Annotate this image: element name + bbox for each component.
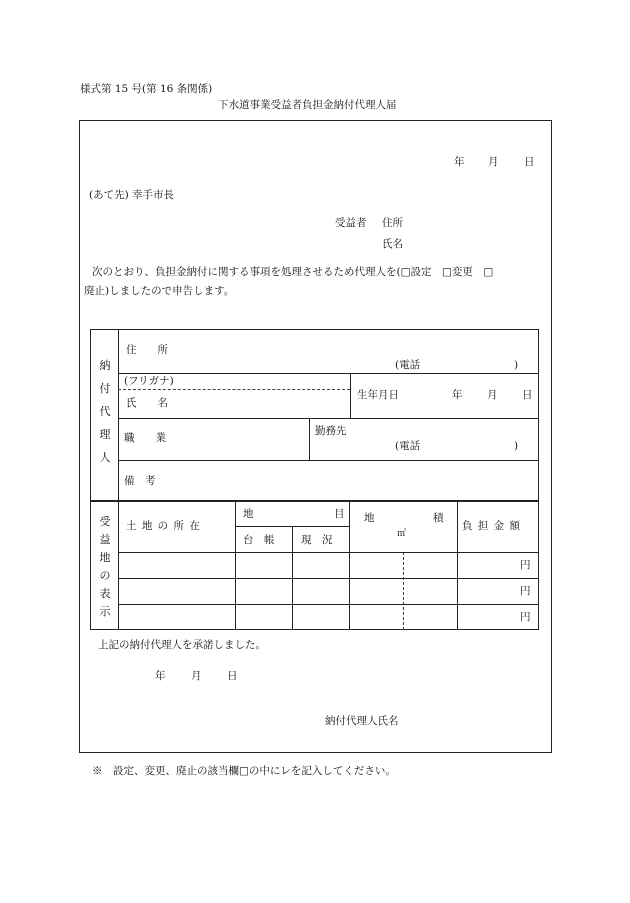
consent-day: 日 — [227, 670, 238, 682]
footnote: ※ 設定、変更、廃止の該当欄□の中にレを記入してください。 — [92, 765, 396, 777]
land-row-amount-unit: 円 — [520, 585, 531, 597]
agent-furigana-label: (フリガナ) — [124, 375, 174, 387]
agent-phone-close: ) — [514, 359, 519, 371]
applicant-name-label: 氏名 — [382, 238, 403, 250]
agent-birth-year: 年 — [452, 389, 463, 401]
land-location-header: 土 地 の 所 在 — [126, 520, 201, 532]
agent-remarks-label: 備 考 — [124, 475, 156, 487]
agent-work-phone-close: ) — [514, 440, 519, 452]
consent-year: 年 — [155, 670, 166, 682]
agent-name-signature-label: 納付代理人氏名 — [325, 715, 399, 727]
land-category-header: 地 — [243, 508, 254, 520]
declaration-line1: 次のとおり、負担金納付に関する事項を処理させるため代理人を(□設定 □変更 □ — [92, 266, 494, 278]
agent-birth-month: 月 — [487, 389, 498, 401]
date-month: 月 — [488, 156, 499, 168]
addressee: (あて先) 幸手市長 — [89, 189, 175, 201]
agent-birth-label: 生年月日 — [357, 389, 399, 401]
declaration-line2: 廃止)しましたので申告します。 — [84, 285, 235, 297]
land-category-header-end: 目 — [334, 508, 345, 520]
applicant-address-label: 住所 — [382, 217, 403, 229]
agent-phone-label: (電話 — [395, 359, 421, 371]
land-amount-header: 負 担 金 額 — [462, 520, 522, 532]
land-row-amount-unit: 円 — [520, 611, 531, 623]
date-day: 日 — [524, 156, 535, 168]
land-area-header: 地 — [364, 512, 375, 524]
agent-work-phone-label: (電話 — [395, 440, 421, 452]
land-area-header-end: 積 — [433, 512, 444, 524]
date-year: 年 — [454, 156, 465, 168]
form-title: 下水道事業受益者負担金納付代理人届 — [218, 99, 397, 111]
form-number: 様式第 15 号(第 16 条関係) — [80, 83, 213, 95]
applicant-label: 受益者 — [335, 217, 367, 229]
agent-address-label: 住 所 — [126, 344, 168, 356]
land-ledger-header: 台 帳 — [243, 534, 275, 546]
land-current-header: 現 況 — [301, 534, 333, 546]
land-section-label: 受 益 地 の 表 示 — [99, 515, 111, 618]
agent-workplace-label: 勤務先 — [315, 425, 347, 437]
agent-job-label: 職 業 — [124, 432, 166, 444]
land-row-amount-unit: 円 — [520, 559, 531, 571]
consent-text: 上記の納付代理人を承諾しました。 — [98, 639, 266, 651]
agent-birth-day: 日 — [522, 389, 533, 401]
agent-name-label: 氏 名 — [126, 397, 168, 409]
land-area-unit: ㎡ — [397, 529, 407, 539]
consent-month: 月 — [191, 670, 202, 682]
agent-section-label: 納 付 代 理 人 — [99, 359, 111, 464]
